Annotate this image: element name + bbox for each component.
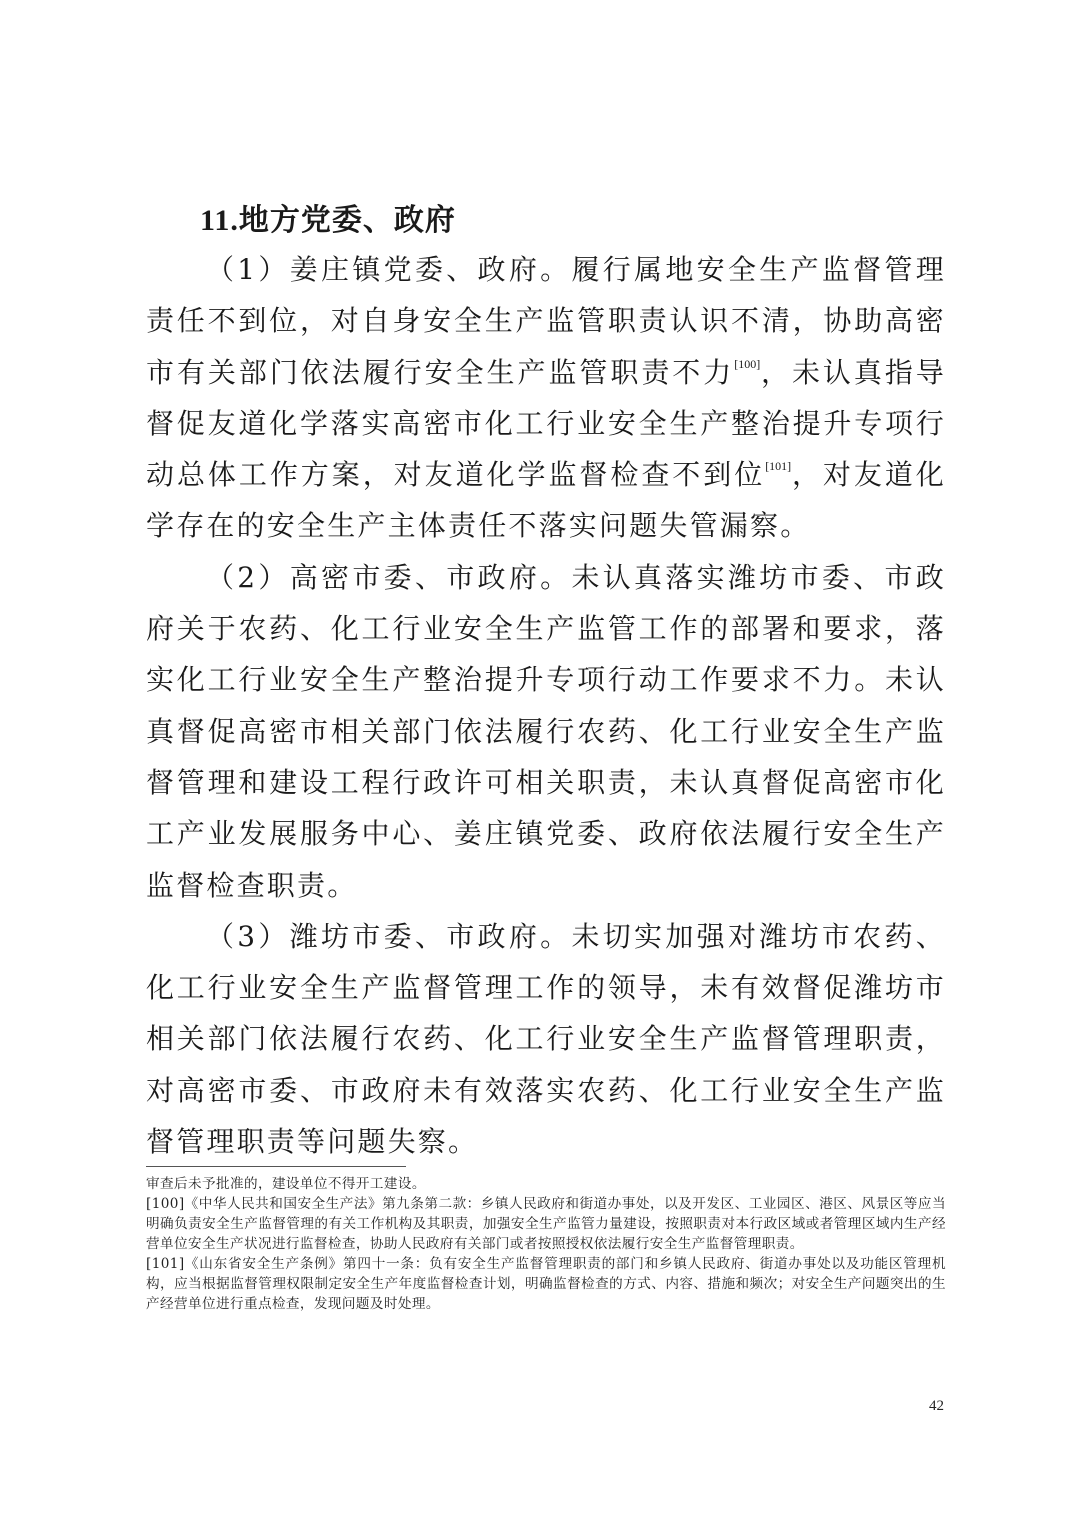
body-text (146, 244, 946, 1167)
paragraph-1 (146, 244, 946, 552)
paragraph-3: （3）潍坊市委、市政府。未切实加强对潍坊市农药、化工行业安全生产监督管理工作的领导，未有效督促潍坊市相关部门依法履行农药、化工行业安全生产监督管理职责，对高密市委、市政府未有效落实农药、化工行业安全生产监督管理职责等问题失察。 (146, 919, 946, 1159)
footnote-101: [101]《山东省安全生产条例》第四十一条：负有安全生产监督管理职责的部门和乡镇人民政府、街道办事处以及功能区管理机构，应当根据监督管理权限制定安全生产年度监督检查计划，明确监督检查的方式、内容、措施和频次；对安全生产问题突出的生产经营单位进行重点检查，发现问题及时处理。 (146, 1256, 946, 1312)
section-heading (200, 198, 456, 244)
paragraph-2: （2）高密市委、市政府。未认真落实潍坊市委、市政府关于农药、化工行业安全生产监管工作的部署和要求，落实化工行业安全生产整治提升专项行动工作要求不力。未认真督促高密市相关部门依法履行农药、化工行业安全生产监督管理和建设工程行政许可相关职责，未认真督促高密市化工产业发展服务中心、姜庄镇党委、政府依法履行安全生产监督检查职责。 (146, 560, 946, 902)
section-title: 地方党委、政府 (238, 203, 456, 238)
page-number: 42 (929, 1398, 944, 1414)
footnote-ref-100[interactable]: [100] (734, 356, 761, 371)
paragraph-1-part-3: ，对友道化学存在的安全生产主体责任不落实问题失管漏察。 (146, 458, 946, 543)
footnotes (146, 1174, 946, 1314)
footnote-ref-101[interactable]: [101] (765, 459, 792, 474)
section-number: 11. (200, 204, 239, 237)
paragraph-1-part-2: ，未认真指导督促友道化学落实高密市化工行业安全生产整治提升专项行动总体工作方案，对友道化学监督检查不到位 (146, 355, 946, 492)
footnote-divider (146, 1166, 406, 1167)
paragraph-1-part-1: （1）姜庄镇党委、政府。履行属地安全生产监督管理责任不到位，对自身安全生产监管职责认识不清，协助高密市有关部门依法履行安全生产监管职责不力 (146, 253, 946, 389)
footnote-continuation: 审查后未予批准的，建设单位不得开工建设。 (146, 1176, 426, 1192)
footnote-100: [100]《中华人民共和国安全生产法》第九条第二款：乡镇人民政府和街道办事处，以及开发区、工业园区、港区、风景区等应当明确负责安全生产监督管理的有关工作机构及其职责，加强安全生产监管力量建设，按照职责对本行政区域或者管理区域内生产经营单位安全生产状况进行监督检查，协助人民政府有关部门或者按照授权依法履行安全生产监督管理职责。 (146, 1196, 946, 1252)
